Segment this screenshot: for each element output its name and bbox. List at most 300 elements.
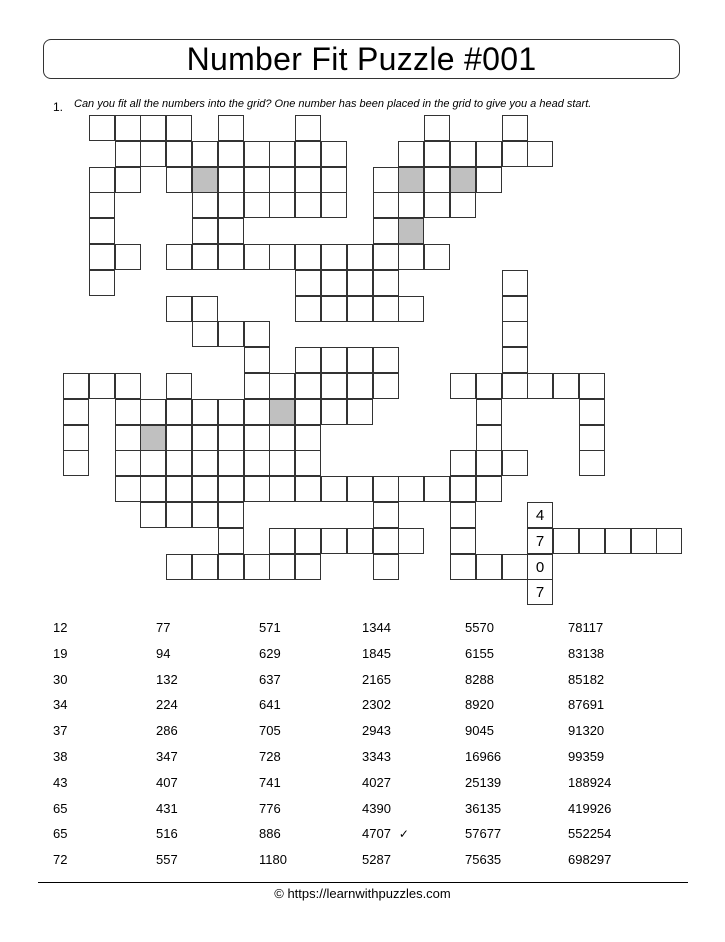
number-item	[568, 672, 604, 687]
number-item	[465, 620, 494, 635]
grid-cell[interactable]	[218, 528, 244, 554]
grid-cell-blocked	[450, 167, 476, 193]
grid-cell[interactable]	[321, 476, 347, 502]
grid-cell[interactable]	[192, 244, 218, 270]
number-item	[465, 749, 501, 764]
grid-cell[interactable]	[218, 554, 244, 580]
grid-cell[interactable]	[166, 554, 192, 580]
grid-cell[interactable]	[295, 425, 321, 451]
number-item	[156, 852, 178, 867]
grid-cell[interactable]	[244, 373, 270, 399]
number-value: 1344	[362, 620, 391, 635]
number-value: 776	[259, 801, 281, 816]
grid-cell[interactable]	[373, 373, 399, 399]
grid-cell[interactable]	[166, 373, 192, 399]
grid-cell[interactable]	[321, 167, 347, 193]
grid-cell[interactable]	[631, 528, 657, 554]
grid-cell[interactable]	[244, 554, 270, 580]
number-item	[465, 646, 494, 661]
grid-cell[interactable]	[244, 476, 270, 502]
grid-cell[interactable]	[192, 192, 218, 218]
grid-cell[interactable]	[295, 399, 321, 425]
grid-cell[interactable]	[269, 244, 295, 270]
number-value: 629	[259, 646, 281, 661]
grid-cell[interactable]	[166, 167, 192, 193]
grid-cell[interactable]	[192, 502, 218, 528]
grid-cell[interactable]	[192, 399, 218, 425]
number-item	[568, 852, 611, 867]
number-value: 637	[259, 672, 281, 687]
grid-cell[interactable]	[450, 528, 476, 554]
grid-cell[interactable]	[527, 373, 553, 399]
grid-cell[interactable]	[89, 192, 115, 218]
number-item	[362, 646, 391, 661]
grid-cell[interactable]	[502, 321, 528, 347]
grid-cell[interactable]	[269, 192, 295, 218]
grid-cell[interactable]	[502, 373, 528, 399]
grid-cell[interactable]	[579, 450, 605, 476]
number-value: 9045	[465, 723, 494, 738]
grid-cell[interactable]	[373, 270, 399, 296]
grid-cell[interactable]	[192, 321, 218, 347]
grid-cell[interactable]	[450, 450, 476, 476]
grid-cell[interactable]	[218, 502, 244, 528]
grid-cell[interactable]	[502, 347, 528, 373]
grid-cell[interactable]	[192, 296, 218, 322]
grid-cell[interactable]	[192, 141, 218, 167]
grid-cell[interactable]	[347, 347, 373, 373]
number-item	[53, 723, 67, 738]
number-item	[156, 723, 178, 738]
grid-cell[interactable]	[295, 528, 321, 554]
number-value: 8288	[465, 672, 494, 687]
grid-cell[interactable]	[347, 373, 373, 399]
grid-cell[interactable]	[476, 167, 502, 193]
grid-cell[interactable]	[424, 476, 450, 502]
number-value: 2943	[362, 723, 391, 738]
number-item	[465, 723, 494, 738]
number-value: 4390	[362, 801, 391, 816]
grid-cell[interactable]	[373, 476, 399, 502]
grid-cell[interactable]	[373, 347, 399, 373]
grid-cell[interactable]	[321, 270, 347, 296]
grid-cell[interactable]	[192, 450, 218, 476]
number-value: 38	[53, 749, 68, 764]
grid-cell[interactable]	[502, 141, 528, 167]
grid-cell[interactable]	[295, 476, 321, 502]
number-value: 30	[53, 672, 68, 687]
grid-cell[interactable]	[398, 528, 424, 554]
grid-cell[interactable]	[502, 554, 528, 580]
grid-cell[interactable]	[244, 399, 270, 425]
grid-cell[interactable]	[450, 554, 476, 580]
grid-cell[interactable]	[89, 270, 115, 296]
grid-cell[interactable]	[269, 476, 295, 502]
grid-cell[interactable]	[347, 399, 373, 425]
grid-cell[interactable]	[321, 296, 347, 322]
number-item	[53, 697, 67, 712]
number-value: 5287	[362, 852, 391, 867]
number-item	[259, 672, 281, 687]
number-item	[259, 775, 281, 790]
grid-cell[interactable]	[476, 425, 502, 451]
grid-cell[interactable]	[347, 528, 373, 554]
grid-cell[interactable]	[373, 296, 399, 322]
number-item	[465, 697, 494, 712]
number-item	[259, 620, 281, 635]
grid-cell[interactable]	[476, 450, 502, 476]
grid-cell[interactable]	[218, 192, 244, 218]
grid-cell[interactable]	[579, 373, 605, 399]
grid-cell[interactable]	[450, 141, 476, 167]
grid-cell[interactable]	[579, 528, 605, 554]
grid-cell[interactable]	[140, 115, 166, 141]
grid-cell[interactable]	[244, 167, 270, 193]
grid-cell[interactable]	[244, 425, 270, 451]
grid-cell[interactable]	[579, 425, 605, 451]
grid-cell[interactable]	[476, 373, 502, 399]
grid-cell-blocked	[269, 399, 295, 425]
grid-cell[interactable]	[398, 476, 424, 502]
number-item	[53, 646, 67, 661]
grid-cell[interactable]	[450, 373, 476, 399]
grid-cell[interactable]	[218, 244, 244, 270]
grid-cell-prefilled[interactable]: 7	[527, 528, 553, 554]
grid-cell[interactable]	[347, 244, 373, 270]
number-item	[53, 620, 67, 635]
grid-cell[interactable]	[450, 476, 476, 502]
number-value: 16966	[465, 749, 502, 764]
number-value: 83138	[568, 646, 605, 661]
grid-cell[interactable]	[398, 192, 424, 218]
number-value: 4707	[362, 826, 391, 841]
grid-cell[interactable]	[269, 425, 295, 451]
number-item	[53, 826, 67, 841]
number-item	[259, 646, 281, 661]
grid-cell[interactable]	[166, 141, 192, 167]
grid-cell[interactable]	[63, 425, 89, 451]
grid-cell[interactable]	[450, 192, 476, 218]
grid-cell[interactable]	[115, 476, 141, 502]
number-value: 1845	[362, 646, 391, 661]
grid-cell[interactable]	[166, 476, 192, 502]
grid-cell[interactable]	[527, 141, 553, 167]
grid-cell[interactable]	[89, 244, 115, 270]
grid-cell[interactable]	[192, 218, 218, 244]
footer-copyright: © https://learnwithpuzzles.com	[274, 886, 451, 901]
grid-cell[interactable]	[295, 192, 321, 218]
number-value: 87691	[568, 697, 605, 712]
grid-cell[interactable]	[244, 321, 270, 347]
grid-cell[interactable]	[140, 502, 166, 528]
number-value: 557	[156, 852, 178, 867]
grid-cell[interactable]	[140, 141, 166, 167]
grid-cell[interactable]	[115, 399, 141, 425]
number-value: 224	[156, 697, 178, 712]
grid-cell[interactable]	[373, 502, 399, 528]
number-item	[156, 646, 170, 661]
grid-cell[interactable]	[63, 399, 89, 425]
grid-cell[interactable]	[269, 167, 295, 193]
grid-cell[interactable]	[321, 192, 347, 218]
grid-cell[interactable]	[218, 399, 244, 425]
number-value: 516	[156, 826, 178, 841]
number-value: 43	[53, 775, 68, 790]
grid-cell[interactable]	[192, 476, 218, 502]
number-item	[259, 801, 281, 816]
grid-cell[interactable]	[321, 528, 347, 554]
grid-cell[interactable]	[166, 450, 192, 476]
number-item	[156, 620, 170, 635]
grid-cell[interactable]	[89, 167, 115, 193]
number-value: 65	[53, 801, 68, 816]
number-value: 741	[259, 775, 281, 790]
grid-cell[interactable]	[269, 528, 295, 554]
grid-cell[interactable]	[295, 141, 321, 167]
grid-cell-prefilled[interactable]: 4	[527, 502, 553, 528]
grid-cell[interactable]	[502, 296, 528, 322]
number-item	[53, 672, 67, 687]
grid-cell[interactable]	[89, 373, 115, 399]
grid-cell[interactable]	[502, 115, 528, 141]
grid-cell[interactable]	[553, 528, 579, 554]
grid-cell[interactable]	[321, 373, 347, 399]
number-item	[465, 672, 494, 687]
grid-cell[interactable]	[295, 347, 321, 373]
grid-cell[interactable]	[89, 115, 115, 141]
page-title: Number Fit Puzzle #001	[43, 39, 680, 79]
number-item	[156, 697, 178, 712]
grid-cell[interactable]	[115, 115, 141, 141]
grid-cell[interactable]	[295, 554, 321, 580]
grid-cell[interactable]	[450, 502, 476, 528]
grid-cell[interactable]	[424, 192, 450, 218]
number-item	[156, 801, 178, 816]
grid-cell[interactable]	[115, 450, 141, 476]
number-item	[53, 775, 67, 790]
grid-cell[interactable]	[218, 321, 244, 347]
number-item	[568, 826, 611, 841]
grid-cell[interactable]	[656, 528, 682, 554]
grid-cell[interactable]	[373, 554, 399, 580]
grid-cell[interactable]	[166, 115, 192, 141]
grid-cell[interactable]	[244, 450, 270, 476]
number-value: 188924	[568, 775, 612, 790]
grid-cell[interactable]	[295, 167, 321, 193]
grid-cell[interactable]	[373, 528, 399, 554]
grid-cell[interactable]	[166, 399, 192, 425]
grid-cell[interactable]	[398, 141, 424, 167]
grid-cell[interactable]	[244, 244, 270, 270]
grid-cell[interactable]	[115, 141, 141, 167]
number-value: 6155	[465, 646, 494, 661]
grid-cell[interactable]	[321, 347, 347, 373]
footer-divider	[38, 882, 688, 883]
grid-cell[interactable]	[115, 167, 141, 193]
number-item	[362, 697, 391, 712]
grid-cell[interactable]	[244, 141, 270, 167]
number-value: 19	[53, 646, 68, 661]
grid-cell[interactable]	[502, 450, 528, 476]
grid-cell[interactable]	[424, 141, 450, 167]
number-value: 552254	[568, 826, 612, 841]
number-value: 91320	[568, 723, 605, 738]
grid-cell[interactable]	[89, 218, 115, 244]
grid-cell[interactable]	[115, 244, 141, 270]
grid-cell[interactable]	[166, 296, 192, 322]
grid-cell[interactable]	[166, 425, 192, 451]
grid-cell[interactable]	[218, 141, 244, 167]
number-item	[156, 775, 178, 790]
grid-cell[interactable]	[579, 399, 605, 425]
question-text: Can you fit all the numbers into the grid? One number has been placed in the grid to give you a head start.	[74, 98, 592, 110]
number-value: 286	[156, 723, 178, 738]
grid-cell[interactable]	[476, 399, 502, 425]
number-item	[465, 852, 501, 867]
grid-cell[interactable]	[553, 373, 579, 399]
number-item	[259, 826, 281, 841]
number-item	[259, 852, 287, 867]
number-item	[362, 826, 409, 841]
grid-cell[interactable]	[424, 244, 450, 270]
number-value: 1180	[259, 852, 287, 867]
number-item	[465, 826, 501, 841]
grid-cell[interactable]	[192, 425, 218, 451]
grid-cell-prefilled[interactable]: 0	[527, 554, 553, 580]
grid-cell[interactable]	[115, 425, 141, 451]
grid-cell[interactable]	[502, 270, 528, 296]
grid-cell[interactable]	[218, 476, 244, 502]
grid-cell[interactable]	[373, 218, 399, 244]
number-item	[156, 672, 178, 687]
grid-cell[interactable]	[218, 425, 244, 451]
number-value: 37	[53, 723, 68, 738]
number-item	[259, 723, 281, 738]
grid-cell[interactable]	[295, 373, 321, 399]
number-value: 65	[53, 826, 68, 841]
number-item	[259, 697, 281, 712]
number-value: 571	[259, 620, 281, 635]
number-value: 75635	[465, 852, 502, 867]
grid-cell[interactable]	[295, 270, 321, 296]
grid-cell[interactable]	[321, 141, 347, 167]
grid-cell[interactable]	[476, 141, 502, 167]
number-item	[568, 646, 604, 661]
number-item	[568, 749, 604, 764]
grid-cell[interactable]	[218, 218, 244, 244]
number-value: 77	[156, 620, 171, 635]
number-value: 641	[259, 697, 281, 712]
number-item	[465, 801, 501, 816]
grid-cell[interactable]	[115, 373, 141, 399]
number-value: 431	[156, 801, 178, 816]
number-value: 34	[53, 697, 68, 712]
number-item	[259, 749, 281, 764]
grid-cell[interactable]	[244, 347, 270, 373]
grid-cell[interactable]	[424, 115, 450, 141]
grid-cell[interactable]	[140, 399, 166, 425]
grid-cell-prefilled[interactable]: 7	[527, 579, 553, 605]
grid-cell[interactable]	[192, 554, 218, 580]
number-item	[156, 749, 178, 764]
grid-cell[interactable]	[140, 450, 166, 476]
grid-cell-blocked	[398, 167, 424, 193]
grid-cell[interactable]	[140, 476, 166, 502]
grid-cell-blocked	[398, 218, 424, 244]
number-item	[362, 775, 391, 790]
grid-cell[interactable]	[347, 270, 373, 296]
grid-cell[interactable]	[295, 450, 321, 476]
grid-cell[interactable]	[166, 244, 192, 270]
number-item	[53, 801, 67, 816]
number-item	[568, 801, 611, 816]
number-item	[568, 723, 604, 738]
number-value: 407	[156, 775, 178, 790]
number-item	[568, 775, 611, 790]
number-value: 5570	[465, 620, 494, 635]
number-value: 12	[53, 620, 68, 635]
grid-cell[interactable]	[218, 167, 244, 193]
grid-cell[interactable]	[476, 476, 502, 502]
number-value: 347	[156, 749, 178, 764]
number-value: 36135	[465, 801, 502, 816]
grid-cell[interactable]	[424, 167, 450, 193]
grid-cell[interactable]	[347, 476, 373, 502]
grid-cell[interactable]	[269, 141, 295, 167]
number-value: 99359	[568, 749, 605, 764]
number-value: 2165	[362, 672, 391, 687]
question-number: 1.	[53, 100, 64, 114]
grid-cell[interactable]	[398, 296, 424, 322]
number-item	[568, 620, 603, 635]
grid-cell[interactable]	[476, 554, 502, 580]
grid-cell[interactable]	[63, 373, 89, 399]
grid-cell[interactable]	[166, 502, 192, 528]
grid-cell[interactable]	[269, 450, 295, 476]
grid-cell-blocked	[140, 425, 166, 451]
grid-cell[interactable]	[269, 554, 295, 580]
grid-cell[interactable]	[63, 450, 89, 476]
number-item	[156, 826, 178, 841]
grid-cell[interactable]	[398, 244, 424, 270]
grid-cell[interactable]	[295, 244, 321, 270]
grid-cell[interactable]	[295, 296, 321, 322]
checkmark-icon: ✓	[398, 827, 409, 841]
number-value: 8920	[465, 697, 494, 712]
number-value: 94	[156, 646, 171, 661]
grid-cell[interactable]	[269, 373, 295, 399]
grid-cell[interactable]	[244, 192, 270, 218]
grid-cell[interactable]	[605, 528, 631, 554]
number-value: 705	[259, 723, 281, 738]
grid-cell[interactable]	[373, 244, 399, 270]
number-item	[53, 749, 67, 764]
grid-cell[interactable]	[295, 115, 321, 141]
number-value: 78117	[568, 620, 604, 635]
number-item	[362, 723, 391, 738]
number-value: 132	[156, 672, 178, 687]
grid-cell[interactable]	[321, 244, 347, 270]
grid-cell[interactable]	[373, 192, 399, 218]
grid-cell[interactable]	[218, 450, 244, 476]
grid-cell[interactable]	[218, 115, 244, 141]
grid-cell[interactable]	[321, 399, 347, 425]
grid-cell[interactable]	[373, 167, 399, 193]
number-value: 72	[53, 852, 68, 867]
number-item	[362, 620, 391, 635]
grid-cell[interactable]	[347, 296, 373, 322]
number-value: 25139	[465, 775, 502, 790]
